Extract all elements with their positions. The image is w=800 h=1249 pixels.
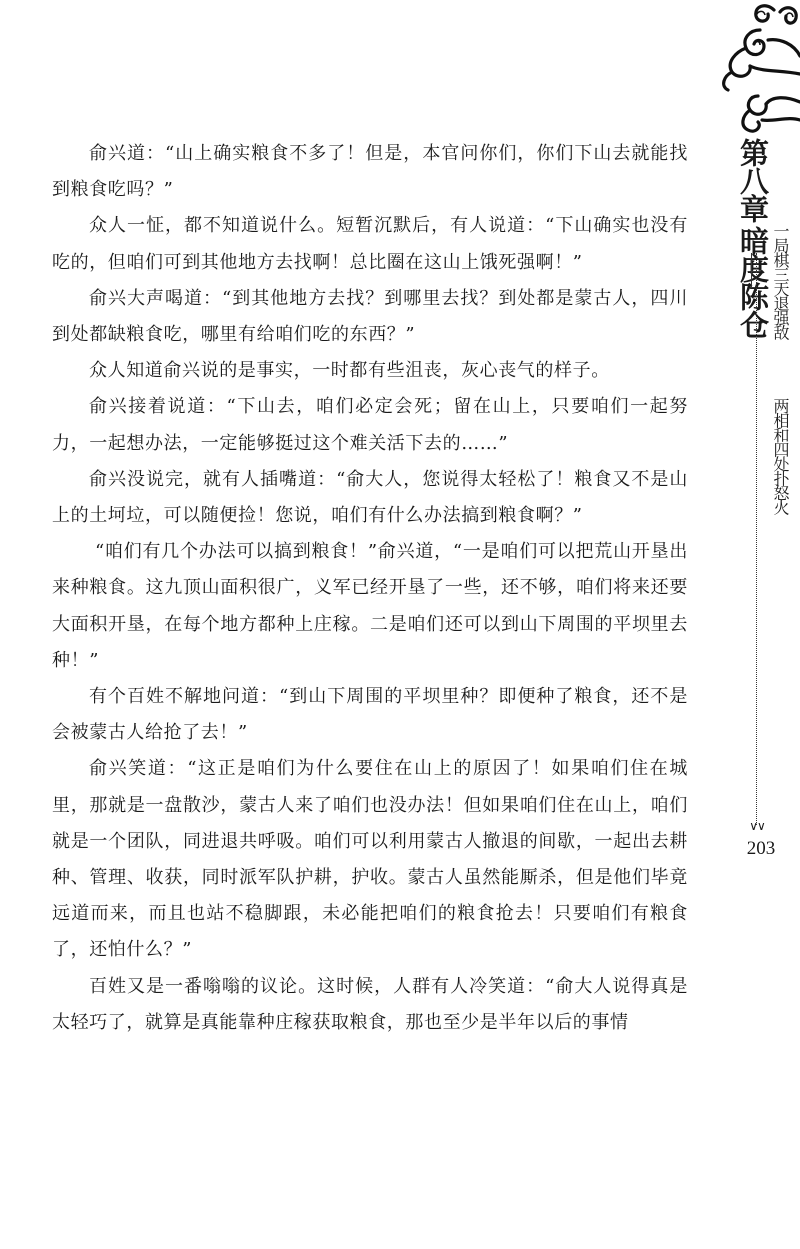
paragraph-6: 俞兴没说完，就有人插嘴道：“俞大人，您说得太轻松了！粮食又不是山上的土坷垃，可以随便捡！您说，咱们有什么办法搞到粮食啊？” — [52, 468, 688, 527]
section-subtitle-1: 一局棋三天退强敌 — [771, 223, 790, 339]
paragraph-2: 众人一怔，都不知道说什么。短暂沉默后，有人说道：“下山确实也没有吃的，但咱们可到其他地方去找啊！总比圈在这山上饿死强啊！” — [52, 215, 688, 273]
paragraph-3: 俞兴大声喝道：“到其他地方去找？到哪里去找？到处都是蒙古人，四川到处都缺粮食吃，哪里有给咱们吃的东西？” — [52, 287, 688, 346]
paragraph-4: 众人知道俞兴说的是事实，一时都有些沮丧，灰心丧气的样子。 — [89, 360, 610, 382]
paragraph-9: 俞兴笑道：“这正是咱们为什么要住在山上的原因了！如果咱们住在城里，那就是一盘散沙，蒙古人来了咱们也没办法！但如果咱们住在山上，咱们就是一个团队，同进退共呼吸。咱们可以利用蒙古人撤退的间歇，一起出去耕种、管理、收获，同时派军队护耕，护收。蒙古人虽然能厮杀，但是他们毕竟远道而来，而且也站不稳脚跟，未必能把咱们的粮食抢去！只要咱们有粮食了，还怕什么？” — [52, 758, 688, 961]
chapter-title: 暗度陈仓 — [736, 226, 770, 338]
chapter-sidebar — [720, 0, 800, 1249]
cloud-ornament-icon — [710, 0, 800, 160]
chevron-down-icon: ∨∨ — [749, 819, 765, 833]
paragraph-7: “咱们有几个办法可以搞到粮食！”俞兴道，“一是咱们可以把荒山开垦出来种粮食。这九顶山面积很广，义军已经开垦了一些，还不够，咱们将来还要大面积开垦，在每个地方都种上庄稼。二是咱们还可以到山下周围的平坝里去种！” — [52, 541, 688, 671]
section-subtitle-2: 两相和四处扑怒火 — [771, 398, 790, 514]
paragraph-5: 俞兴接着说道：“下山去，咱们必定会死；留在山上，只要咱们一起努力，一起想办法，一定能够挺过这个难关活下去的……” — [52, 396, 688, 454]
body-text — [52, 136, 688, 1041]
page-number: 203 — [746, 838, 776, 859]
paragraph-8: 有个百姓不解地问道：“到山下周围的平坝里种？即便种了粮食，还不是会被蒙古人给抢了去！” — [52, 686, 688, 744]
sidebar-divider-dotted — [756, 253, 757, 825]
sidebar-divider-solid — [751, 253, 752, 287]
paragraph-10: 百姓又是一番嗡嗡的议论。这时候，人群有人冷笑道：“俞大人说得真是太轻巧了，就算是真能靠种庄稼获取粮食，那也至少是半年以后的事情 — [52, 975, 688, 1033]
paragraph-1: 俞兴道：“山上确实粮食不多了！但是，本官问你们，你们下山去就能找到粮食吃吗？” — [52, 143, 688, 201]
chapter-number: 第八章 — [736, 138, 770, 222]
